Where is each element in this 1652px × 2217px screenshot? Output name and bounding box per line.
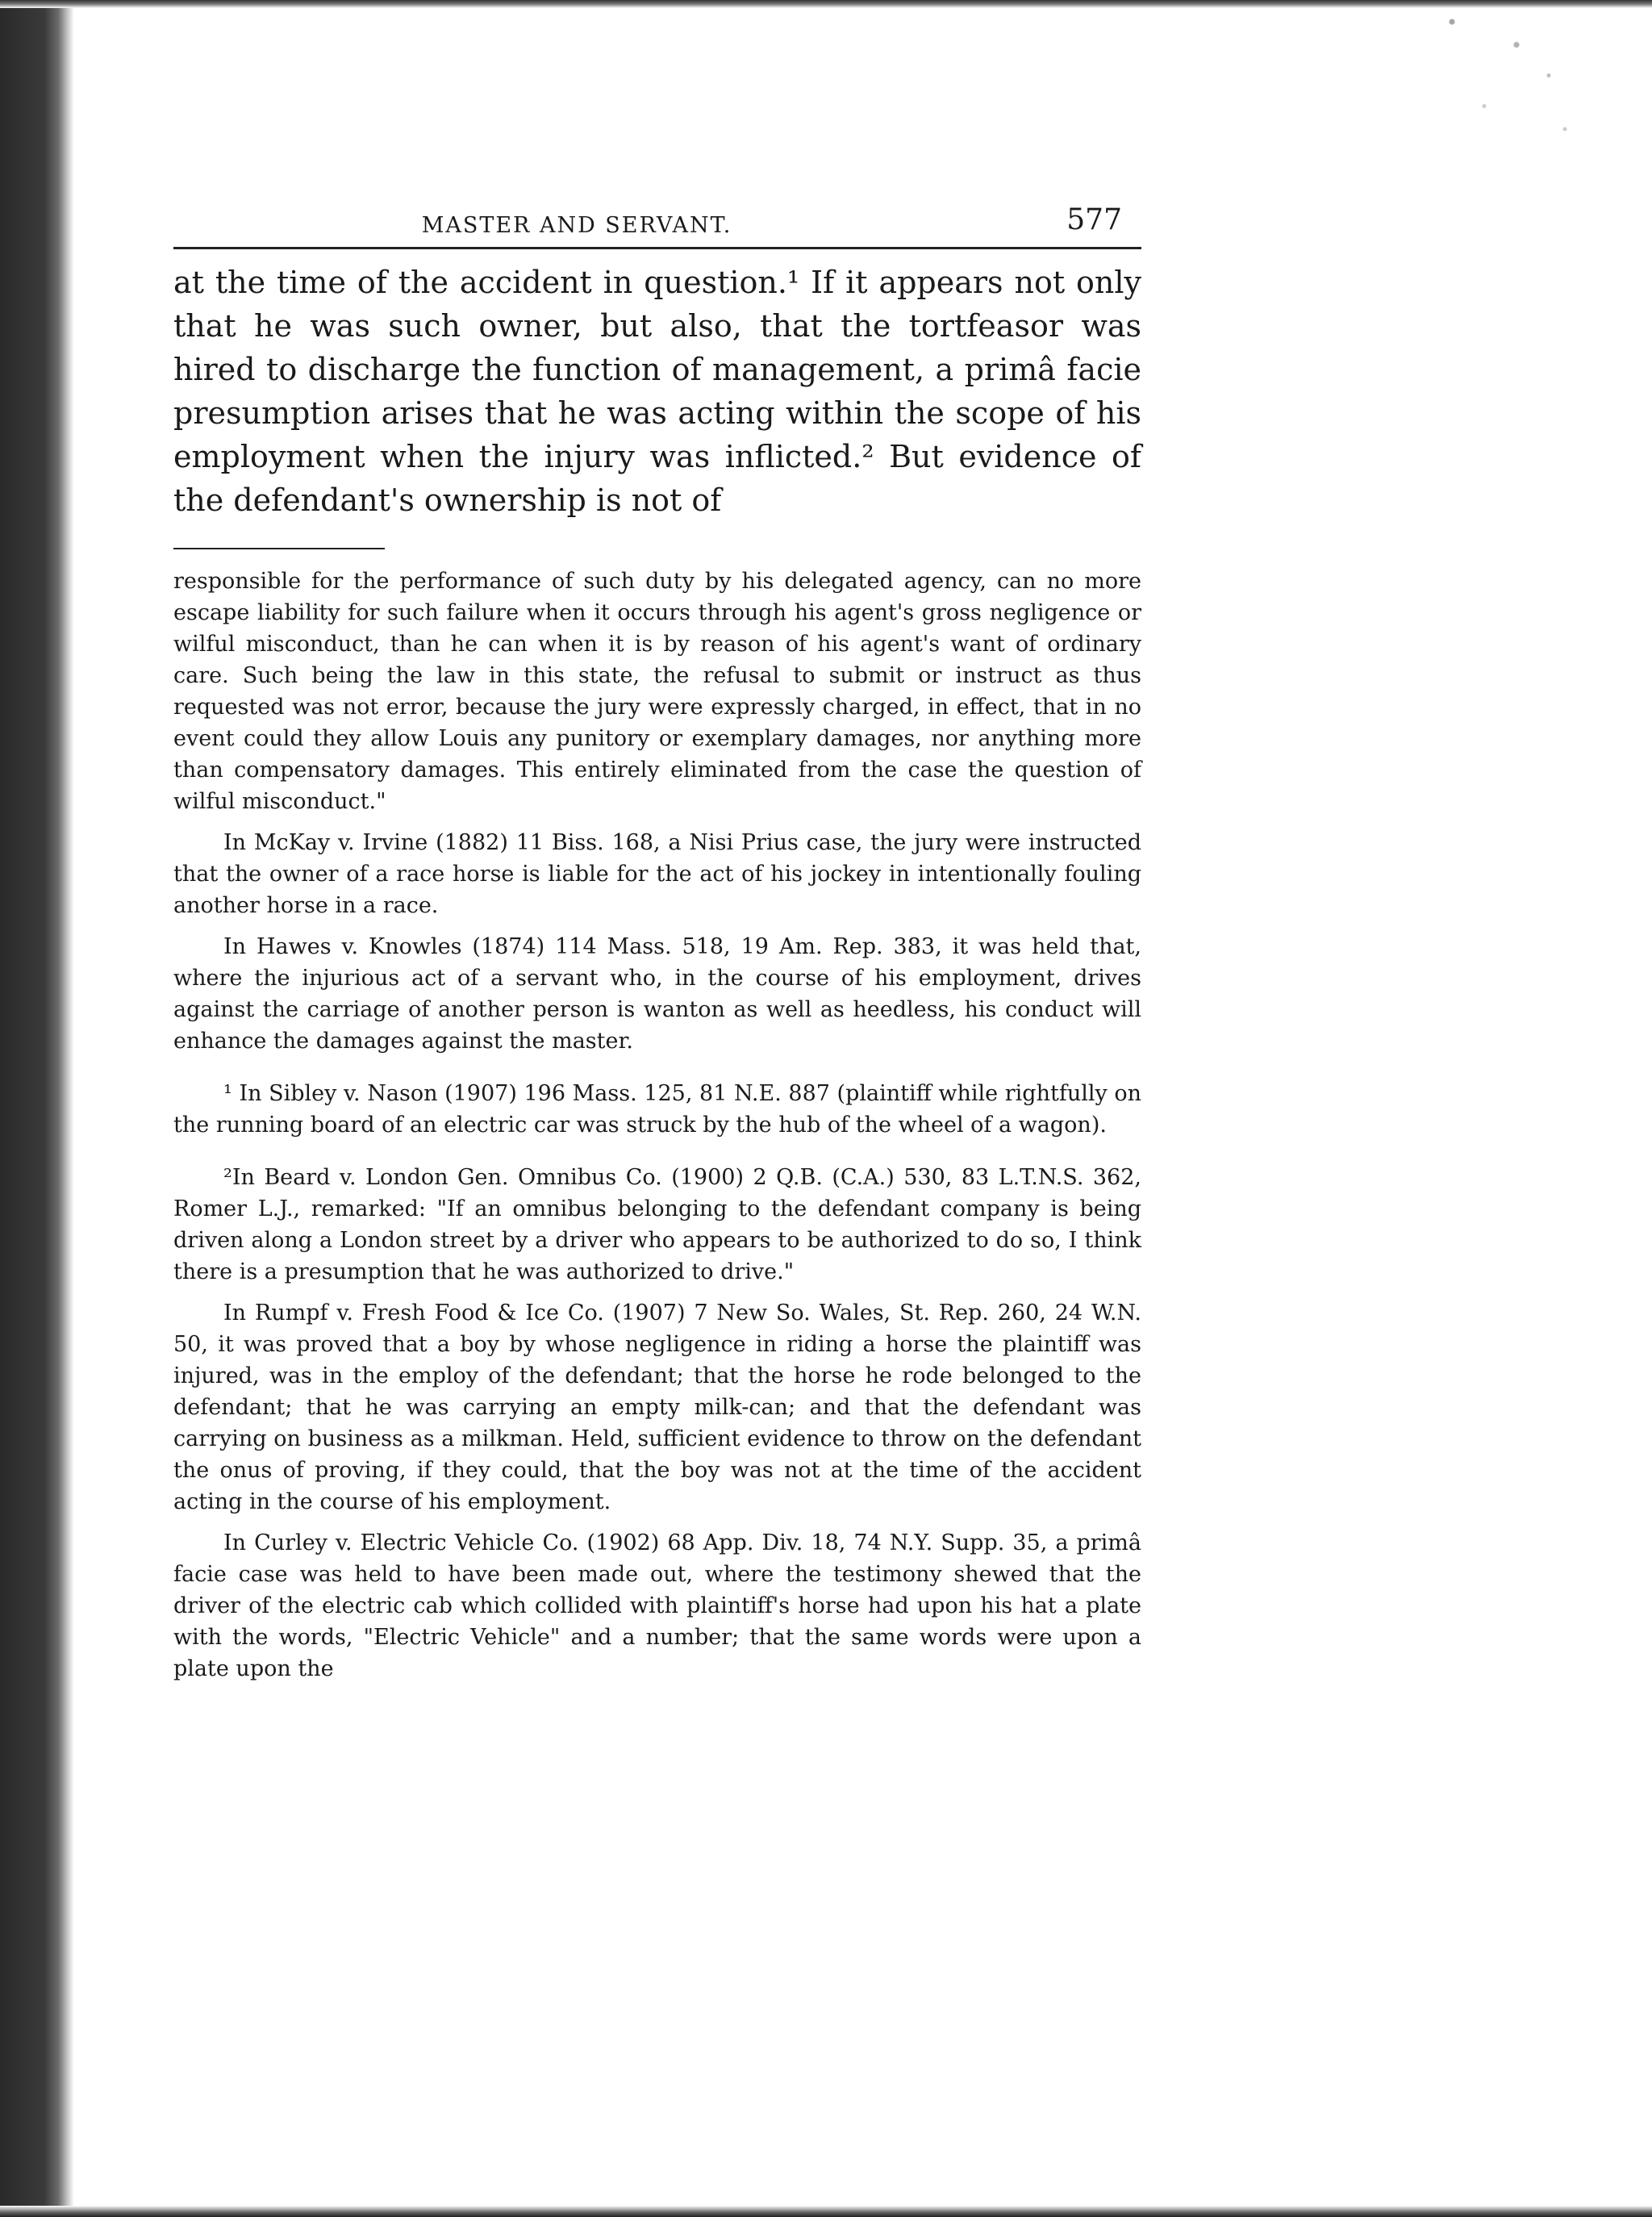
footnote-mckay: In McKay v. Irvine (1882) 11 Biss. 168, a Nisi Prius case, the jury were instructed that the owner of a race horse is liable for the act of his jockey in intentionally fouling another horse in a race.	[173, 830, 1141, 918]
footnote-2: ²In Beard v. London Gen. Omnibus Co. (1900) 2 Q.B. (C.A.) 530, 83 L.T.N.S. 362, Romer L.J., remarked: "If an omnibus belonging to the defendant company is being driven along a London street by a driver who appears to be authorized to do so, I think there is a presumption that he was authorized to drive."	[173, 1165, 1141, 1284]
scan-border-left	[0, 0, 74, 2217]
scan-speckle	[1420, 6, 1581, 160]
footnote-divider	[173, 548, 385, 549]
scan-border-top	[0, 0, 1652, 8]
footnote-1: ¹ In Sibley v. Nason (1907) 196 Mass. 125, 81 N.E. 887 (plaintiff while rightfully on the running board of an electric car was struck by the hub of the wheel of a wagon).	[173, 1081, 1141, 1138]
book-page	[173, 202, 1141, 1685]
scan-border-bottom	[0, 2206, 1652, 2217]
footnote-continuation: responsible for the performance of such duty by his delegated agency, can no more escape liability for such failure when it occurs through his agent's gross negligence or wilful misconduct, than he can when it is by reason of his agent's want of ordinary care. Such being the law in this state, the refusal to submit or instruct as thus requested was not error, because the jury were expressly charged, in effect, that in no event could they allow Louis any punitory or exemplary damages, nor anything more than compensatory damages. This entirely eliminated from the case the question of wilful misconduct."	[173, 569, 1141, 814]
page-number: 577	[1066, 203, 1122, 236]
running-title: MASTER AND SERVANT.	[421, 213, 732, 238]
running-head	[173, 202, 1141, 249]
footnote-curley: In Curley v. Electric Vehicle Co. (1902) 68 App. Div. 18, 74 N.Y. Supp. 35, a primâ facie case was held to have been made out, where the testimony shewed that the driver of the electric cab which collided with plaintiff's horse had upon his hat a plate with the words, "Electric Vehicle" and a number; that the same words were upon a plate upon the	[173, 1530, 1141, 1681]
main-paragraph: at the time of the accident in question.¹ If it appears not only that he was such owner, but also, that the tortfeasor was hired to discharge the function of management, a primâ facie presumption arises that he was acting within the scope of his employment when the injury was inflicted.² But evidence of the defendant's ownership is not of	[173, 265, 1141, 518]
footnote-hawes: In Hawes v. Knowles (1874) 114 Mass. 518, 19 Am. Rep. 383, it was held that, where the injurious act of a servant who, in the course of his employment, drives against the carriage of another person is wanton as well as heedless, his conduct will enhance the damages against the master.	[173, 934, 1141, 1054]
footnote-rumpf: In Rumpf v. Fresh Food & Ice Co. (1907) 7 New So. Wales, St. Rep. 260, 24 W.N. 50, it was proved that a boy by whose negligence in riding a horse the plaintiff was injured, was in the employ of the defendant; that the horse he rode belonged to the defendant; that he was carrying an empty milk-can; and that the defendant was carrying on business as a milkman. Held, sufficient evidence to throw on the defendant the onus of proving, if they could, that the boy was not at the time of the accident acting in the course of his employment.	[173, 1301, 1141, 1514]
